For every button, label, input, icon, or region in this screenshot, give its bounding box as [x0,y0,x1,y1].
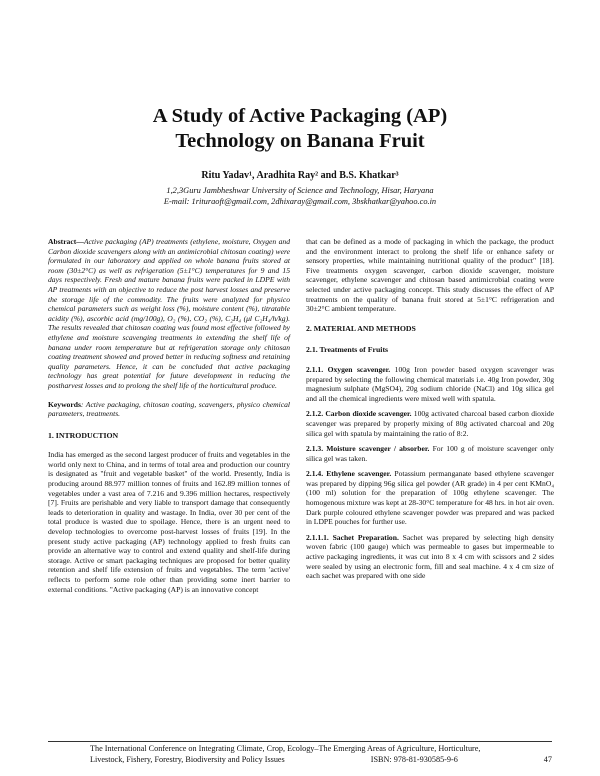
co2-scavenger-paragraph [306,409,554,438]
footer-conference-line-2: Livestock, Fishery, Forestry, Biodiversity and Policy Issues [90,754,285,764]
moisture-scavenger-paragraph [306,444,554,463]
footer-conference-line-1: The International Conference on Integrating Climate, Crop, Ecology–The Emerging Areas of Agriculture, Horticulture, [90,744,481,753]
right-column [306,237,554,587]
treatments-heading: 2.1. Treatments of Fruits [306,345,389,355]
moisture-scavenger-label: 2.1.3. Moisture scavenger / absorber. [306,444,430,454]
sachet-preparation-paragraph [306,533,554,581]
author-list: Ritu Yadav¹, Aradhita Ray² and B.S. Khatkar³ [201,170,399,181]
title-line-1: A Study of Active Packaging (AP) [152,105,448,127]
paper-title [0,104,600,154]
oxygen-scavenger-text: 100g Iron powder based oxygen scavenger was prepared by selecting the following chemical materials i.e. 40g Iron powder, 30g magnesium sulphate (MgSO4), 20g sodium chloride (NaCl) and 10g silica gel and all the chemical ingredients were mixed well with spatula. [306,364,554,403]
co2-scavenger-label: 2.1.2. Carbon dioxide scavenger. [306,409,412,419]
ethylene-scavenger-label: 2.1.4. Ethylene scavenger. [306,469,392,479]
oxygen-scavenger-label: 2.1.1. Oxygen scavenger. [306,364,391,374]
co2-scavenger-text: 100g activated charcoal based carbon dioxide scavenger was prepared by properly mixing of 80g activated charcoal and 20g silica gel with spatula by maintaining the ratio of 8:2. [306,409,554,438]
title-line-2: Technology on Banana Fruit [175,130,425,152]
page-footer [90,744,552,765]
abstract-text: Active packaging (AP) treatments (ethylene, moisture, Oxygen and Carbon dioxide scavengers along with an antimicrobial chitosan coating) were formulated in our laboratory and applied on whole banana fruits stored at room (30±2°C) as well as refrigeration (5±1°C) temperatures for 9 and 15 days respectively. Fresh and mature banana fruits were packed in LDPE with AP treatments with an objective to reduce the post harvest losses and preserve the storage life of the commodity. The fruits were analyzed for physico chemical parameters such as weight loss (%), moisture content (%), titratable acidity (%), ascorbic acid (mg/100g), O₂ (%), CO₂ (%), C₂H₄ (μl C₂H₄/h/kg). The results revealed that chitosan coating was found most effective followed by ethylene and moisture scavenging treatments in extending the shelf life of banana under room temperature but at refrigeration storage only chitosan coating treatment showed and proved better in reducing softness and retaining quality parameters. Hence, it can be concluded that active packaging technology has great potential for future development in reducing the postharvest losses and to prolong the shelf life of the horticultural produce. [48,237,290,390]
sachet-preparation-label: 2.1.1.1. Sachet Preparation. [306,532,399,542]
abstract [48,237,290,391]
keywords-label: Keywords [48,399,81,409]
page-number: 47 [543,754,552,764]
footer-isbn: ISBN: 978-81-930585-9-6 [370,754,458,764]
affiliation: 1,2,3Guru Jambheshwar University of Science and Technology, Hisar, Haryana [166,186,434,195]
footer-divider [48,741,552,742]
left-column [48,237,290,600]
affiliation-block [0,185,600,207]
intro-continued-paragraph: that can be defined as a mode of packaging in which the package, the product and the environment interact to prolong the shelf life or enhance safety or sensory properties, while maintaining nutritional quality of the product" [18]. Five treatments oxygen scavenger, carbon dioxide scavenger, moisture scavenger, ethylene scavenger and chitosan based antimicrobial coating were selected under active packaging concept. This study discusses the effect of AP treatments on the quality of banana fruit stored at 5±1°C refrigeration and 30±2°C ambient temperature. [306,237,554,314]
abstract-label: Abstract— [48,237,84,246]
methods-heading: 2. MATERIAL AND METHODS [306,323,416,333]
author-emails: E-mail: 1rituraoft@gmail.com, 2dhixaray@gmail.com, 3bskhatkar@yahoo.co.in [163,197,437,206]
intro-paragraph: India has emerged as the second largest producer of fruits and vegetables in the world only next to China, and in terms of total area and production our country is designated as "fruit and vegetable basket" of the world. Presently, India is producing around 88.977 million tonnes of fruits and 162.89 million tonnes of vegetables under a vast area of 7.216 and 9.396 million hectares, respectively [7]. Fruits are perishable and very liable to transport damage that consequently leads to deterioration in quality and wastage. In India, over 30 per cent of the total produce is wasted due to spoilage. Hence, there is an urgent need to develop technologies to overcome post-harvest losses of fruits [19]. In the present study active packaging (AP) technology applied to fresh fruits can provide an alternative way to control and extend quality and shelf-life during storage. Active or smart packaging techniques are proposed for better quality retention and shelf life extension of fruits and vegetables. The term 'active' reflects to perform some role other than providing some inert barrier to external conditions. "Active packaging (AP) is an innovative concept [48,450,290,594]
ethylene-scavenger-paragraph [306,469,554,527]
keywords [48,400,290,419]
intro-heading: 1. INTRODUCTION [48,430,119,440]
oxygen-scavenger-paragraph [306,365,554,403]
keywords-text: : Active packaging, chitosan coating, scavengers, physico chemical parameters, treatments. [48,399,290,419]
footer-row-2 [90,755,552,766]
ethylene-scavenger-text: Potassium permanganate based ethylene scavenger was prepared by dipping 96g silica gel powder (AR grade) in 4 per cent KMnO₄ (100 ml) solution for the preparation of 100g ethylene scavenger. The homogenous mixture was kept at 28-30°C temperature for 48 hrs. in hot air oven. Dark purple coloured ethylene scavenger powder was prepared and was packed in LDPE pouches for further use. [306,469,555,527]
moisture-scavenger-text: For 100 g of moisture scavenger only silica gel was taken. [306,444,554,463]
sachet-preparation-text: Sachet was prepared by selecting high density woven fabric (100 gauge) which was permeable to gases but impermeable to active packaging ingredients, it was cut into 8 x 4 cm with scissors and 2 sides were sealed by using an electronic form, fill and seal machine. 4 x 4 cm size of each sachet was prepared with one side [306,532,554,581]
